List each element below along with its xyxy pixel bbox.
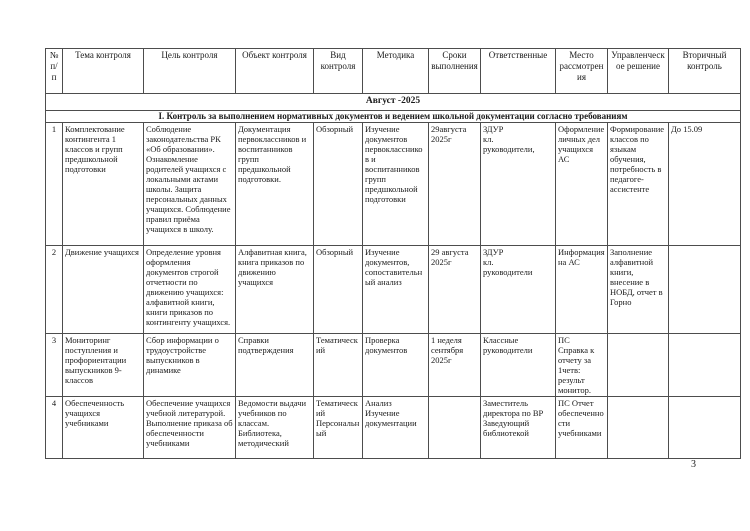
cell-sroki: 29августа 2025г [429,123,481,246]
cell-metodika: Изучение документов первоклассников и воспитанников групп предшкольной подготовки [363,123,429,246]
cell-vtorichnyi [669,246,741,334]
cell-otvetstvennye: Классные руководители [481,334,556,397]
row-number: 1 [46,123,63,246]
cell-otvetstvennye: ЗДУР кл. руководители [481,246,556,334]
cell-tsel: Соблюдение законодательства РК «Об образовании». Ознакомление родителей учащихся с локальными актами школы. Защита персональных данных учащихся. Соблюдение правил приёма учащихся в школу. [144,123,236,246]
cell-tsel: Обеспечение учащихся учебной литературой. Выполнение приказа об обеспеченности учебниками [144,397,236,459]
column-header-otvetstvennye: Ответственные [481,49,556,94]
cell-obekt: Алфавитная книга, книга приказов по движению учащихся [236,246,314,334]
cell-otvetstvennye: Заместитель директора по ВР Заведующий библиотекой [481,397,556,459]
table-row [46,246,741,334]
row-number: 4 [46,397,63,459]
table-body [46,123,741,459]
cell-vid: Обзорный [314,246,363,334]
table-row [46,334,741,397]
cell-reshenie [608,397,669,459]
column-header-metodika: Методика [363,49,429,94]
cell-otvetstvennye: ЗДУР кл. руководители, [481,123,556,246]
cell-vid: Тематический Персональный [314,397,363,459]
column-header-vid: Вид контроля [314,49,363,94]
month-band: Август -2025 [46,94,741,111]
page-number: 3 [691,459,696,470]
header-row [46,49,741,94]
section-title: I. Контроль за выполнением нормативных документов и ведением школьной документации согласно требованиям [46,111,741,123]
control-plan-table [45,48,741,459]
column-header-tema: Тема контроля [63,49,144,94]
month-band-row [46,94,741,111]
column-header-mesto: Место рассмотрения [556,49,608,94]
cell-tema: Движение учащихся [63,246,144,334]
column-header-reshenie: Управленческое решение [608,49,669,94]
cell-tsel: Сбор информации о трудоустройстве выпускников в динамике [144,334,236,397]
cell-obekt: Справки подтверждения [236,334,314,397]
table-row [46,123,741,246]
table-row [46,397,741,459]
cell-vid: Тематический [314,334,363,397]
section-title-row [46,111,741,123]
cell-tema: Комплектование контингента 1 классов и групп предшкольной подготовки [63,123,144,246]
cell-mesto: Оформление личных дел учащихся АС [556,123,608,246]
cell-sroki: 29 августа 2025г [429,246,481,334]
cell-obekt: Документация первоклассников и воспитанников групп предшкольной подготовки. [236,123,314,246]
cell-mesto: ПС Отчет обеспеченности учебниками [556,397,608,459]
table-header [46,49,741,94]
cell-tema: Мониторинг поступления и профориентации выпускников 9-классов [63,334,144,397]
cell-reshenie [608,334,669,397]
column-header-obekt: Объект контроля [236,49,314,94]
cell-mesto: ПС Справка к отчету за 1четв: результ монитор. [556,334,608,397]
cell-metodika: Анализ Изучение документации [363,397,429,459]
cell-sroki: 1 неделя сентября 2025г [429,334,481,397]
row-number: 2 [46,246,63,334]
column-header-num: № п/п [46,49,63,94]
row-number: 3 [46,334,63,397]
cell-vtorichnyi: До 15.09 [669,123,741,246]
cell-reshenie: Заполнение алфавитной книги, внесение в НОБД, отчет в Горно [608,246,669,334]
cell-vid: Обзорный [314,123,363,246]
cell-sroki [429,397,481,459]
cell-metodika: Изучение документов, сопоставительный анализ [363,246,429,334]
column-header-sroki: Сроки выполнения [429,49,481,94]
cell-obekt: Ведомости выдачи учебников по классам. Библиотека, методический [236,397,314,459]
column-header-vtorichnyi: Вторичный контроль [669,49,741,94]
cell-vtorichnyi [669,334,741,397]
column-header-tsel: Цель контроля [144,49,236,94]
cell-tema: Обеспеченность учащихся учебниками [63,397,144,459]
cell-mesto: Информация на АС [556,246,608,334]
cell-vtorichnyi [669,397,741,459]
cell-reshenie: Формирование классов по языкам обучения, потребность в педагоге-ассистенте [608,123,669,246]
cell-metodika: Проверка документов [363,334,429,397]
cell-tsel: Определение уровня оформления документов строгой отчетности по движению учащихся: алфавитной книги, книги приказов по контингенту учащихся. [144,246,236,334]
